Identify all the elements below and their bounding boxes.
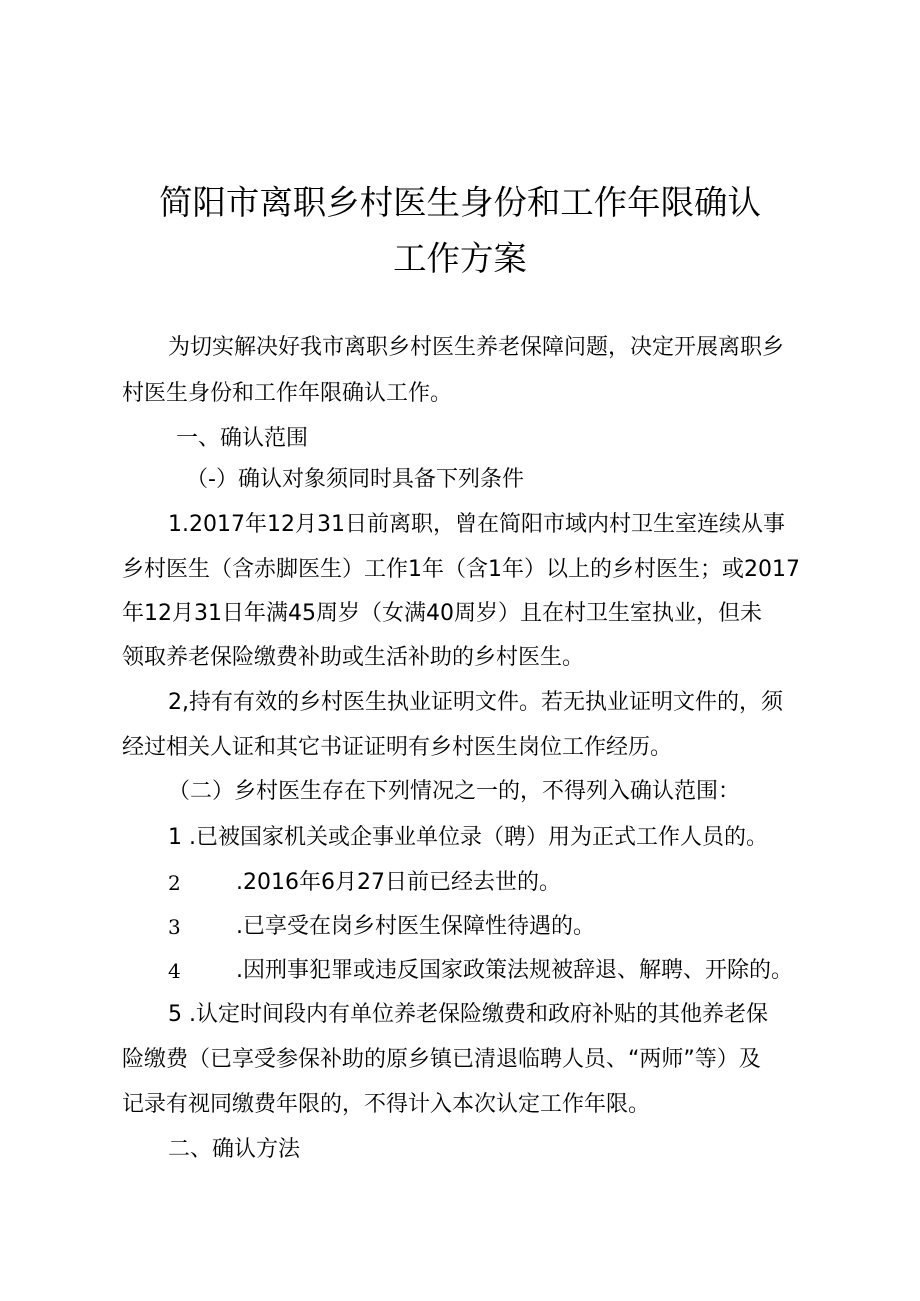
subsection-1-heading: （-）确认对象须同时具备下列条件: [186, 467, 524, 492]
item-2-line-2: 经过相关人证和其它书证证明有乡村医生岗位工作经历。: [122, 735, 673, 760]
item-1-line-4: 领取养老保险缴费补助或生活补助的乡村医生。: [122, 645, 585, 670]
section-1-heading: 一、确认范围: [176, 426, 309, 451]
subsection-2-heading: （二）乡村医生存在下列情况之一的，不得列入确认范围：: [168, 779, 741, 804]
document-title-line-1: 简阳市离职乡村医生身份和工作年限确认: [159, 183, 761, 222]
exclusion-2-text: .2016年6月27日前已经去世的。: [236, 870, 561, 895]
exclusion-5-line-3: 记录有视同缴费年限的，不得计入本次认定工作年限。: [122, 1092, 651, 1117]
exclusion-5-line-1: 5 .认定时间段内有单位养老保险缴费和政府补贴的其他养老保: [168, 1002, 768, 1027]
item-1-line-1: 1.2017年12月31日前离职，曾在简阳市域内村卫生室连续从事: [168, 512, 785, 537]
exclusion-3-number: 3: [168, 915, 181, 939]
exclusion-3-text: .已享受在岗乡村医生保障性待遇的。: [236, 914, 595, 939]
exclusion-4-text: .因刑事犯罪或违反国家政策法规被辞退、解聘、开除的。: [236, 958, 793, 983]
section-2-heading: 二、确认方法: [168, 1137, 301, 1162]
exclusion-5-line-2: 险缴费（已享受参保补助的原乡镇已清退临聘人员、“两师”等）及: [122, 1047, 761, 1072]
item-1-line-3: 年12月31日年满45周岁（女满40周岁）且在村卫生室执业，但未: [122, 601, 762, 626]
intro-line-2: 村医生身份和工作年限确认工作。: [122, 381, 453, 406]
document-title-line-2: 工作方案: [393, 239, 527, 278]
item-1-line-2: 乡村医生（含赤脚医生）工作1年（含1年）以上的乡村医生；或2017: [122, 557, 800, 582]
intro-line-1: 为切实解决好我市离职乡村医生养老保障问题，决定开展离职乡: [168, 335, 785, 360]
exclusion-4-number: 4: [168, 959, 181, 983]
item-2-line-1: 2,持有有效的乡村医生执业证明文件。若无执业证明文件的，须: [168, 690, 783, 715]
exclusion-2-number: 2: [168, 871, 181, 895]
exclusion-1: 1 .已被国家机关或企事业单位录（聘）用为正式工作人员的。: [168, 825, 768, 850]
